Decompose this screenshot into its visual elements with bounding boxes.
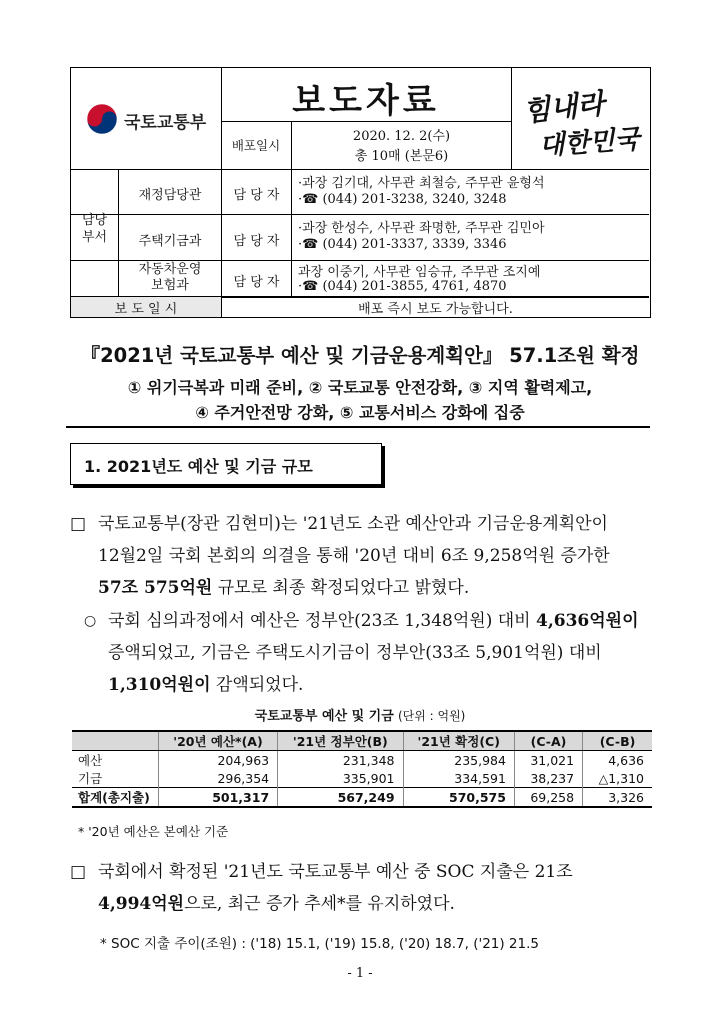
table-caption <box>0 705 720 724</box>
table-cell: 38,237 <box>514 769 582 788</box>
report-value: 배포 즉시 보도 가능합니다. <box>358 302 513 317</box>
table-cell: 567,249 <box>278 788 403 808</box>
soc-trend-note: * SOC 지출 주이(조원) : ('18) 15.1, ('19) 15.8, ('20) 18.7, ('21) 21.5 <box>100 936 539 952</box>
para2-line1-text: 국회 심의과정에서 예산은 정부안(23조 1,348억원) 대비 <box>108 611 537 631</box>
table-cell: 69,258 <box>514 788 582 808</box>
para3-line2-text: 으로, 최근 증가 추세*를 유지하였다. <box>184 894 455 914</box>
table-cell: 3,326 <box>583 788 652 808</box>
sub-headline-1: ① 위기극복과 미래 준비, ② 국토교통 안전강화, ③ 지역 활력제고, <box>127 378 593 397</box>
table-cell: 335,901 <box>278 769 403 788</box>
table-unit: (단위 : 억원) <box>397 709 466 723</box>
square-bullet: □ <box>70 514 87 534</box>
table-header-cell: '21년 확정(C) <box>403 731 514 751</box>
table-header-cell: '21년 정부안(B) <box>278 731 403 751</box>
para2-line3-text: 감액되었다. <box>210 675 304 695</box>
table-cell: 31,021 <box>514 751 582 770</box>
paragraph-1 <box>70 508 660 604</box>
dept-name-finance: 재정담당관 <box>138 188 202 203</box>
section-title-box <box>70 443 382 485</box>
slogan-line2: 대한민국 <box>538 124 641 162</box>
budget-table <box>72 730 652 808</box>
table-cell: 예산 <box>78 753 103 768</box>
paragraph-3 <box>70 856 660 920</box>
table-header-cell: (C-A) <box>514 731 582 751</box>
page-count: 총 10매 (본문6) <box>354 149 449 164</box>
table-cell: 501,317 <box>158 788 277 808</box>
dept-group-label: 담당 부서 <box>81 213 108 245</box>
dept-phone-housing: ·☎ (044) 201-3337, 3339, 3346 <box>298 237 507 252</box>
para2-increase-amount: 4,636억원이 <box>536 611 639 631</box>
dept-phone-auto: ·☎ (044) 201-3855, 4761, 4870 <box>298 279 507 294</box>
section-title: 1. 2021년도 예산 및 기금 규모 <box>84 457 313 476</box>
table-total-row <box>72 788 652 808</box>
main-headline: 『2021년 국토교통부 예산 및 기금운용계획안』 57.1조원 확정 <box>80 344 640 367</box>
table-cell: 235,984 <box>403 751 514 770</box>
officer-label: 담 당 자 <box>233 234 280 249</box>
table-header-cell: '20년 예산*(A) <box>158 731 277 751</box>
circle-bullet: ○ <box>84 613 97 629</box>
slogan-line1: 힘내라 <box>521 86 606 129</box>
para2-decrease-amount: 1,310억원이 <box>108 675 211 695</box>
dept-name-auto: 자동차운영 보험과 <box>138 262 202 293</box>
square-bullet: □ <box>70 862 87 882</box>
para3-soc-amount: 4,994억원 <box>98 894 185 914</box>
table-header-cell <box>72 731 158 751</box>
distribution-date: 2020. 12. 2(수) <box>352 129 451 144</box>
para3-line2 <box>70 888 660 920</box>
ministry-name: 국토교통부 <box>124 113 207 133</box>
table-row <box>72 751 652 770</box>
officer-label: 담 당 자 <box>233 275 280 290</box>
table-cell: 기금 <box>78 771 103 786</box>
table-footnote: * '20년 예산은 본예산 기준 <box>78 824 229 839</box>
distribution-label: 배포일시 <box>231 138 281 153</box>
page-number: - 1 - <box>347 966 373 981</box>
table-cell: △1,310 <box>583 769 652 788</box>
table-cell: 합계(총지출) <box>72 788 158 808</box>
table-cell: 4,636 <box>583 751 652 770</box>
press-header-table <box>70 67 651 318</box>
table-cell: 570,575 <box>403 788 514 808</box>
ministry-logo <box>86 102 216 136</box>
sub-headline-2: ④ 주거안전망 강화, ⑤ 교통서비스 강화에 집중 <box>195 403 525 422</box>
press-release-title: 보도자료 <box>292 81 440 121</box>
table-row <box>72 769 652 788</box>
dept-people-housing: ·과장 한성수, 사무관 좌명한, 주무관 김민아 <box>298 221 545 236</box>
table-header-cell: (C-B) <box>583 731 652 751</box>
para1-line2: 12월2일 국회 본회의 의결을 통해 '20년 대비 6조 9,258억원 증가한 <box>98 546 610 566</box>
para1-total-amount: 57조 575억원 <box>98 578 213 598</box>
dept-people-finance: ·과장 김기대, 사무관 최철승, 주무관 윤형석 <box>298 176 545 191</box>
dept-phone-finance: ·☎ (044) 201-3238, 3240, 3248 <box>298 192 507 207</box>
para1-line1: 국토교통부(장관 김현미)는 '21년도 소관 예산안과 기금운용계획안이 <box>98 514 608 534</box>
divider <box>66 426 650 428</box>
para1-line3-text: 규모로 최종 확정되었다고 밝혔다. <box>212 578 470 598</box>
taegeuk-emblem-icon <box>86 103 118 135</box>
table-cell: 296,354 <box>158 769 277 788</box>
table-cell: 334,591 <box>403 769 514 788</box>
dept-people-auto: 과장 이중기, 사무관 임승규, 주무관 조지예 <box>298 265 541 280</box>
para2-line1 <box>108 605 639 637</box>
slogan-calligraphy <box>519 82 647 162</box>
para1-line3 <box>70 572 660 604</box>
officer-label: 담 당 자 <box>233 188 280 203</box>
para2-line3 <box>84 669 664 701</box>
table-caption-title: 국토교통부 예산 및 기금 <box>254 709 394 724</box>
dept-name-housing: 주택기금과 <box>138 234 202 249</box>
paragraph-2 <box>84 605 664 701</box>
table-cell: 231,348 <box>278 751 403 770</box>
table-cell: 204,963 <box>158 751 277 770</box>
para2-line2: 증액되었고, 기금은 주택도시기금이 정부안(33조 5,901억원) 대비 <box>108 643 602 663</box>
report-label: 보 도 일 시 <box>114 302 178 317</box>
para3-line1: 국회에서 확정된 '21년도 국토교통부 예산 중 SOC 지출은 21조 <box>98 862 573 882</box>
